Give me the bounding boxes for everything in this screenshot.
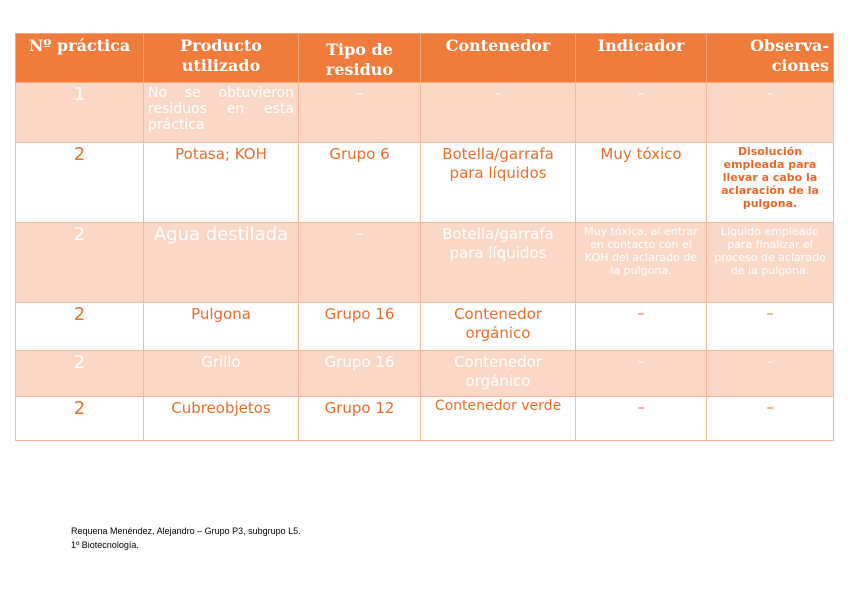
cell-producto: Pulgona bbox=[144, 303, 299, 351]
header-producto: Producto utilizado bbox=[144, 34, 299, 83]
table-row bbox=[16, 143, 834, 223]
cell-obs: – bbox=[707, 351, 834, 397]
cell-contenedor: – bbox=[421, 83, 576, 143]
cell-contenedor: Botella/garrafa para líquidos bbox=[421, 223, 576, 303]
cell-tipo: Grupo 12 bbox=[299, 397, 421, 441]
cell-contenedor: Contenedor orgánico bbox=[421, 351, 576, 397]
cell-obs: – bbox=[707, 83, 834, 143]
footer-author: Requena Menéndez, Alejandro – Grupo P3, subgrupo L5. bbox=[71, 526, 301, 536]
cell-num: 1 bbox=[16, 83, 144, 143]
header-row bbox=[16, 34, 834, 83]
cell-indicador: Muy tóxico bbox=[576, 143, 707, 223]
cell-indicador: – bbox=[576, 351, 707, 397]
header-num: Nº práctica bbox=[16, 34, 144, 83]
table-row bbox=[16, 351, 834, 397]
cell-contenedor: Contenedor orgánico bbox=[421, 303, 576, 351]
cell-tipo: – bbox=[299, 223, 421, 303]
cell-producto: Cubreobjetos bbox=[144, 397, 299, 441]
cell-producto: Grillo bbox=[144, 351, 299, 397]
cell-obs: Disolución empleada para llevar a cabo la aclaración de la pulgona. bbox=[707, 143, 834, 223]
cell-num: 2 bbox=[16, 351, 144, 397]
table-row bbox=[16, 83, 834, 143]
footer bbox=[71, 524, 301, 552]
table-row bbox=[16, 303, 834, 351]
footer-course: 1º Biotecnología. bbox=[71, 540, 139, 550]
cell-producto: Potasa; KOH bbox=[144, 143, 299, 223]
cell-producto: No se obtuvieron residuos en esta práctica bbox=[144, 83, 299, 143]
cell-obs: – bbox=[707, 303, 834, 351]
residuos-table bbox=[15, 33, 834, 441]
cell-indicador: – bbox=[576, 397, 707, 441]
header-tipo: Tipo de residuo bbox=[299, 34, 421, 83]
table-row bbox=[16, 397, 834, 441]
cell-contenedor: Botella/garrafa para líquidos bbox=[421, 143, 576, 223]
cell-num: 2 bbox=[16, 223, 144, 303]
cell-indicador: – bbox=[576, 83, 707, 143]
header-indicador: Indicador bbox=[576, 34, 707, 83]
cell-tipo: Grupo 16 bbox=[299, 303, 421, 351]
table-row bbox=[16, 223, 834, 303]
cell-contenedor: Contenedor verde bbox=[421, 397, 576, 441]
cell-indicador: Muy tóxica, al entrar en contacto con el KOH del aclarado de la pulgona. bbox=[576, 223, 707, 303]
cell-num: 2 bbox=[16, 143, 144, 223]
cell-tipo: Grupo 16 bbox=[299, 351, 421, 397]
cell-producto: Agua destilada bbox=[144, 223, 299, 303]
cell-num: 2 bbox=[16, 303, 144, 351]
cell-obs: Líquido empleado para finalizar el proceso de aclarado de la pulgona. bbox=[707, 223, 834, 303]
header-contenedor: Contenedor bbox=[421, 34, 576, 83]
cell-indicador: – bbox=[576, 303, 707, 351]
cell-tipo: – bbox=[299, 83, 421, 143]
cell-num: 2 bbox=[16, 397, 144, 441]
cell-tipo: Grupo 6 bbox=[299, 143, 421, 223]
header-observaciones: Observa-ciones bbox=[707, 34, 834, 83]
cell-obs: – bbox=[707, 397, 834, 441]
